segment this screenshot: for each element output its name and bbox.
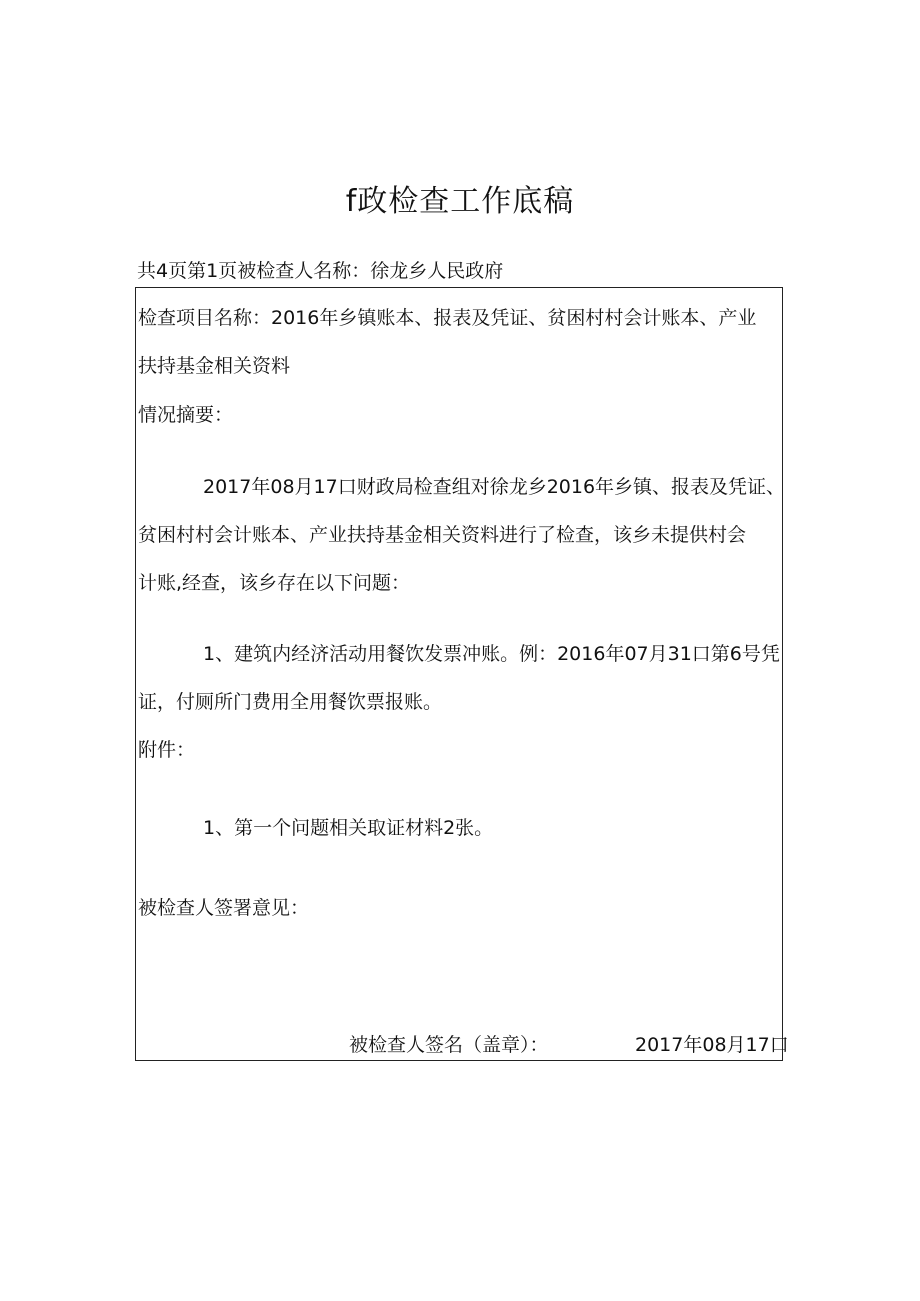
inspection-item-line-1: 检查项目名称：2016年乡镇账本、报表及凭证、贫困村村会计账本、产业 — [138, 307, 757, 329]
inspected-party-label: 被检查人名称： — [237, 260, 371, 282]
opinion-label: 被检查人签署意见： — [138, 897, 310, 919]
summary-paragraph-line-2: 贫困村村会计账本、产业扶持基金相关资料进行了检查，该乡未提供村会 — [138, 524, 747, 546]
inspected-party-name: 徐龙乡人民政府 — [370, 260, 504, 282]
attachments-label: 附件： — [138, 739, 196, 761]
page-info-line — [137, 258, 503, 284]
issue-1-line-1: 1、建筑内经济活动用餐饮发票冲账。例：2016年07月31口第6号凭 — [203, 643, 780, 665]
summary-label: 情况摘要： — [138, 404, 234, 426]
page-count: 共4页第1页 — [137, 260, 238, 282]
summary-paragraph-line-3: 计账,经查，该乡存在以下问题： — [138, 572, 411, 594]
attachment-item-1: 1、第一个问题相关取证材料2张。 — [203, 817, 494, 839]
issue-1-line-2: 证，付厕所门费用全用餐饮票报账。 — [138, 691, 443, 713]
signature-label: 被检查人签名（盖章）： — [349, 1034, 549, 1056]
signature-date: 2017年08月17口 — [635, 1034, 789, 1056]
inspection-item-line-2: 扶持基金相关资料 — [138, 355, 291, 377]
summary-paragraph-line-1: 2017年08月17口财政局检查组对徐龙乡2016年乡镇、报表及凭证、 — [203, 476, 786, 498]
document-title: f政检查工作底稿 — [345, 184, 575, 219]
